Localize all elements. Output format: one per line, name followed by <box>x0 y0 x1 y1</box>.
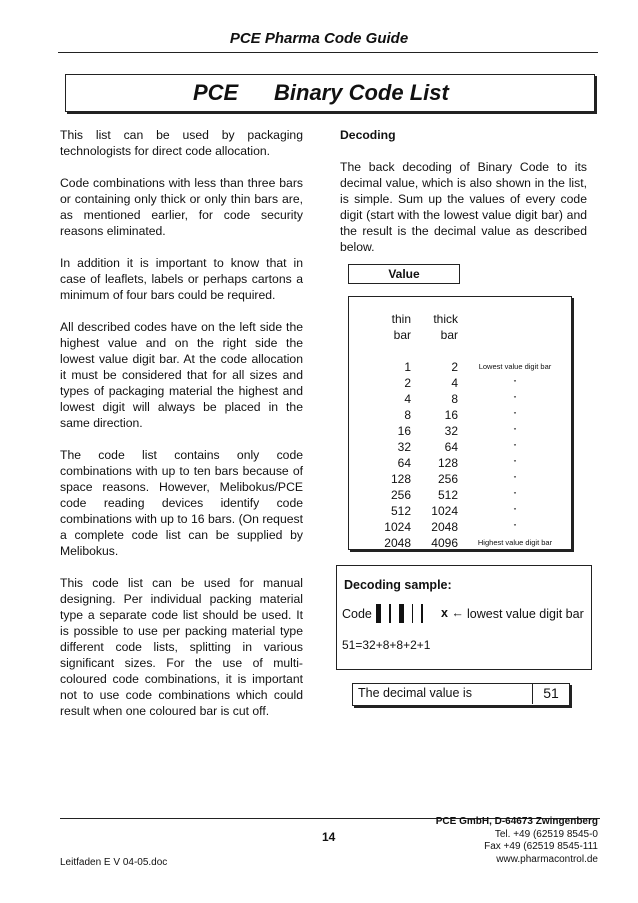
table-cell: 32 <box>444 424 458 438</box>
table-cell: 2048 <box>431 520 458 534</box>
note-cell: " <box>513 394 517 403</box>
table-cell: 128 <box>390 472 411 486</box>
title-banner <box>65 74 595 112</box>
company-address <box>436 816 598 866</box>
table-cell: 8 <box>404 408 411 422</box>
table-cell: 512 <box>437 488 458 502</box>
table-cell: 8 <box>451 392 458 406</box>
arrow-label: lowest value digit bar <box>467 607 584 621</box>
column-header: bar <box>393 328 411 342</box>
value-table-title: Value <box>348 264 460 284</box>
notes-column <box>461 311 569 551</box>
note-cell: " <box>513 410 517 419</box>
barcode-sample <box>376 604 426 623</box>
table-cell: 32 <box>397 440 411 454</box>
result-label: The decimal value is <box>358 686 472 700</box>
value-table <box>348 296 572 550</box>
page-header-title: PCE Pharma Code Guide <box>229 30 409 47</box>
table-cell: 1024 <box>431 504 458 518</box>
company-tel: Tel. +49 (62519 8545-0 <box>494 828 598 840</box>
table-cell: 1024 <box>384 520 411 534</box>
note-cell: " <box>513 442 517 451</box>
paragraph: The code list contains only code combinations with up to ten bars because of space reasons. However, Melibokus/PCE code reading devices identify code combinations with up to 16 bars. (On request a complete code list can be supplied by Melibokus. <box>60 448 303 558</box>
table-cell: 1 <box>404 360 411 374</box>
thick-bar-column <box>431 311 458 551</box>
column-header: thin <box>391 312 411 326</box>
paragraph: All described codes have on the left side the highest value and on the right side the lowest value digit bar. At the code allocation it must be considered that for all sizes and types of packaging material the highest and lowest digit will always be placed in the same direction. <box>60 320 303 430</box>
thin-bar-column <box>384 311 411 551</box>
table-cell: 16 <box>444 408 458 422</box>
table-cell: 2048 <box>384 536 411 550</box>
note-cell: " <box>513 378 517 387</box>
note-cell: " <box>513 426 517 435</box>
table-cell: 4 <box>451 376 458 390</box>
table-cell: 64 <box>397 456 411 470</box>
note-cell: Lowest value digit bar <box>478 362 552 371</box>
table-cell: 16 <box>397 424 411 438</box>
note-cell: " <box>513 458 517 467</box>
right-column <box>340 127 587 255</box>
document-filename: Leitfaden E V 04-05.doc <box>60 857 168 868</box>
header-divider <box>58 52 598 53</box>
table-cell: 256 <box>437 472 458 486</box>
table-cell: 256 <box>390 488 411 502</box>
column-header: thick <box>433 312 458 326</box>
note-cell: Highest value digit bar <box>477 538 553 547</box>
company-web: www.pharmacontrol.de <box>496 853 598 865</box>
sample-sum: 51=32+8+8+2+1 <box>342 638 431 652</box>
note-cell: " <box>513 506 517 515</box>
table-cell: 4 <box>404 392 411 406</box>
table-cell: 2 <box>451 360 458 374</box>
left-column <box>60 127 303 735</box>
thin-bar <box>421 604 423 623</box>
decoding-heading: Decoding <box>340 128 396 142</box>
thin-bar <box>389 604 391 623</box>
decoding-sample-title: Decoding sample: <box>344 578 452 592</box>
decoding-paragraph: The back decoding of Binary Code to its decimal value, which is also shown in the list, is simple. Sum up the values of every code digit (start with the lowest value digit bar) and the result is the decimal value as described below. <box>340 160 587 254</box>
paragraph: Code combinations with less than three bars or containing only thick or only thin bars are, as mentioned earlier, for code security reasons eliminated. <box>60 176 303 238</box>
thin-bar <box>412 604 414 623</box>
title-text: Binary Code List <box>274 80 449 105</box>
table-cell: 64 <box>444 440 458 454</box>
note-cell: " <box>513 490 517 499</box>
thick-bar <box>399 604 404 623</box>
left-arrow-icon: x ← <box>441 606 464 620</box>
note-cell: " <box>513 522 517 531</box>
company-name: PCE GmbH, D-64673 Zwingenberg <box>435 816 598 827</box>
code-label: Code <box>342 607 372 621</box>
table-cell: 2 <box>404 376 411 390</box>
marker-x: x <box>441 606 448 620</box>
result-value: 51 <box>532 683 569 704</box>
title-brand: PCE <box>193 80 239 105</box>
note-cell: " <box>513 474 517 483</box>
table-cell: 4096 <box>431 536 458 550</box>
thick-bar <box>376 604 381 623</box>
column-header: bar <box>440 328 458 342</box>
paragraph: In addition it is important to know that in case of leaflets, labels or perhaps cartons a minimum of four bars could be required. <box>60 256 303 302</box>
page-number: 14 <box>322 830 336 844</box>
table-cell: 128 <box>437 456 458 470</box>
paragraph: This list can be used by packaging technologists for direct code allocation. <box>60 128 303 158</box>
table-cell: 512 <box>390 504 411 518</box>
company-fax: Fax +49 (62519 8545-111 <box>484 841 598 852</box>
paragraph: This code list can be used for manual designing. Per individual packing material type a separate code list should be used. It is possible to use per packing material type different code lists, splitting in various significant sizes. For the use of multi-coloured code combinations, it is important not to use code combinations which could result when one coloured bar is cut off. <box>60 576 303 718</box>
